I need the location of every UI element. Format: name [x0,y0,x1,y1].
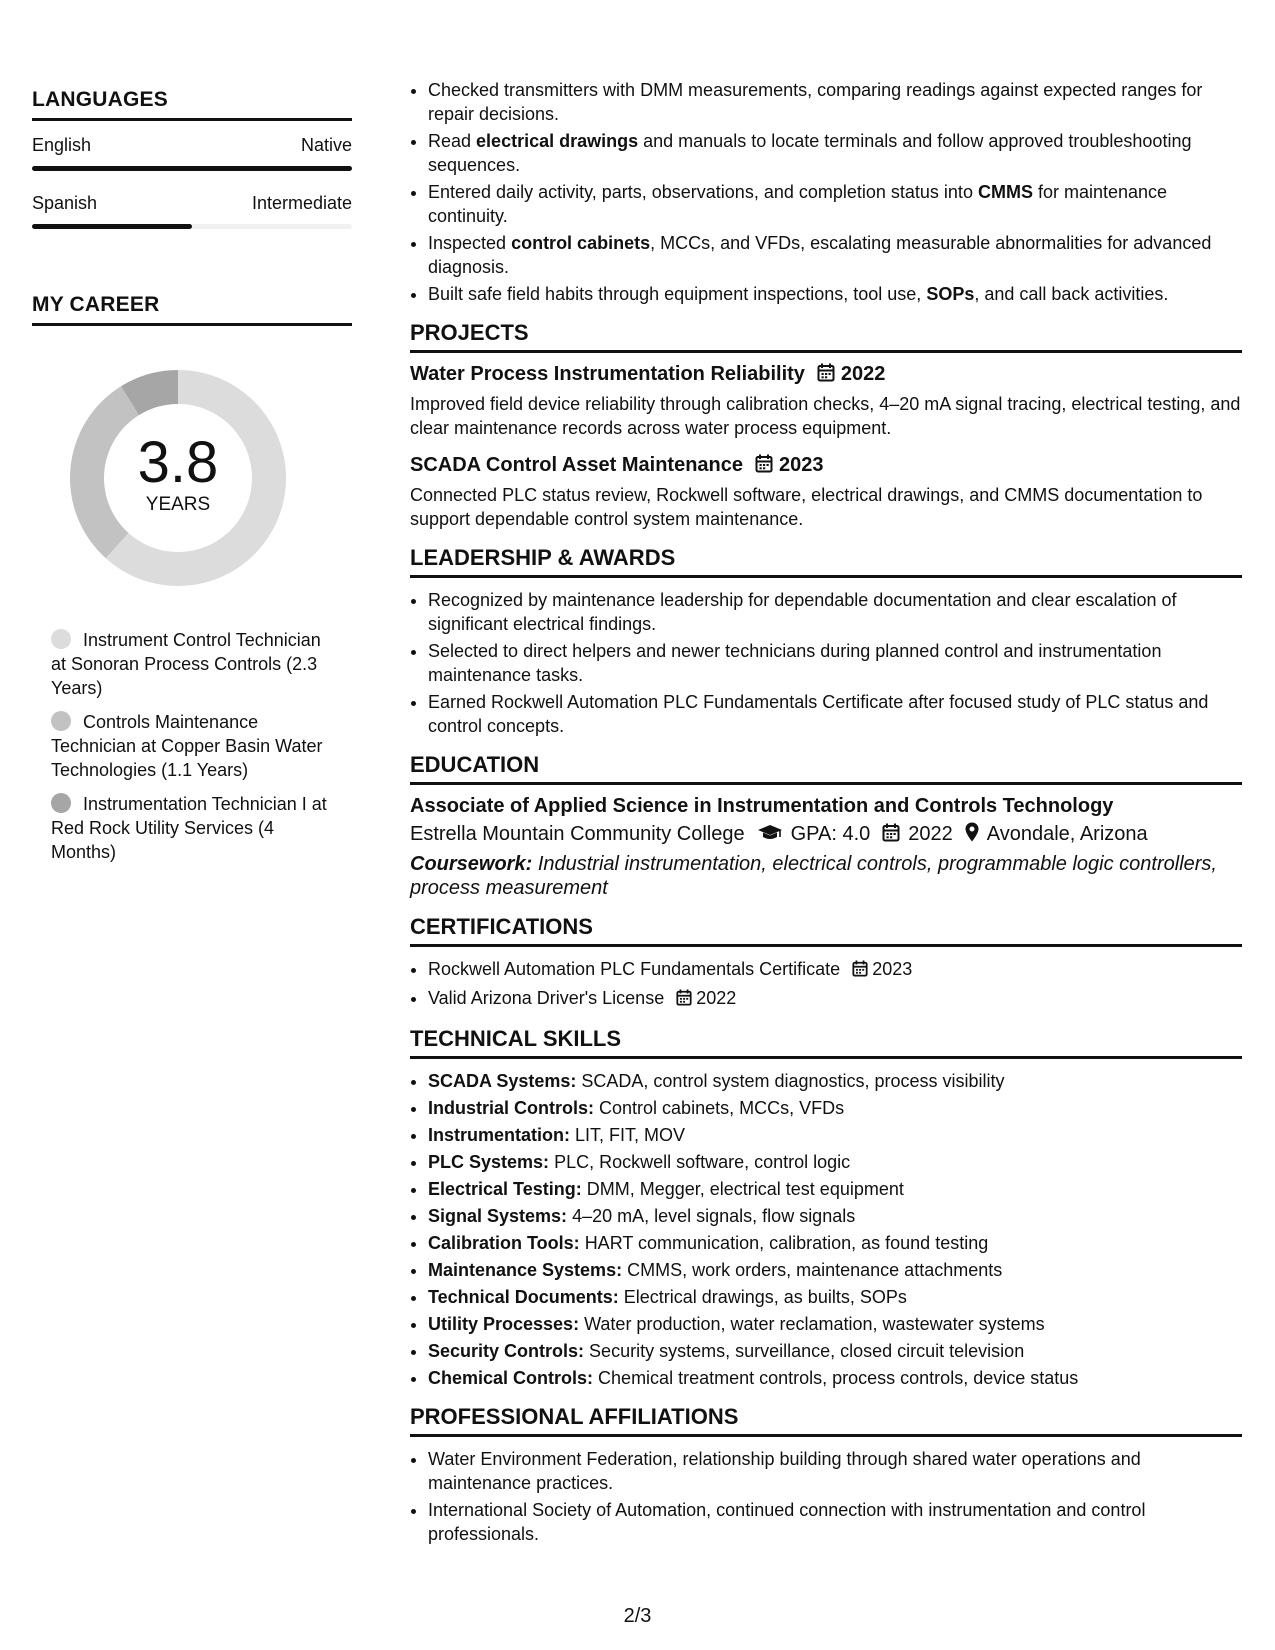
project-title: SCADA Control Asset Maintenance [410,454,744,476]
certification-item [428,986,1242,1012]
legend-dot-icon [51,629,71,649]
skill-item [428,1204,1242,1228]
leadership-section [410,545,1242,738]
project-title: Water Process Instrumentation Reliability [410,363,805,385]
education-degree: Associate of Applied Science in Instrumentation and Controls Technology [410,795,1114,817]
project-item [410,454,1242,531]
main-column [410,78,1242,1549]
experience-bullet [428,282,1242,306]
projects-section [410,320,1242,531]
location-pin-icon [965,822,979,848]
career-legend-item [51,628,333,700]
certifications-section [410,914,1242,1012]
skill-item [428,1258,1242,1282]
skill-values: Control cabinets, MCCs, VFDs [599,1098,845,1118]
skill-item [428,1096,1242,1120]
project-description: Improved field device reliability through calibration checks, 4–20 mA signal tracing, electrical testing, and clear maintenance records across water process equipment. [410,394,1241,438]
language-bar-fill [32,166,352,171]
skill-category: Instrumentation: [428,1125,570,1145]
certifications-list [410,957,1242,1012]
education-location: Avondale, Arizona [986,823,1148,845]
skill-item [428,1366,1242,1390]
career-legend [32,628,352,864]
project-title-row [410,363,1242,388]
bullet-bold-text: control cabinets [511,233,651,253]
skill-values: HART communication, calibration, as found testing [584,1233,989,1253]
skill-values: Chemical treatment controls, process controls, device status [598,1368,1079,1388]
skill-values: SCADA, control system diagnostics, process visibility [581,1071,1005,1091]
calendar-icon [817,363,835,388]
project-item [410,363,1242,440]
skill-values: Electrical drawings, as builts, SOPs [623,1287,907,1307]
education-school: Estrella Mountain Community College [410,823,745,845]
experience-bullet [428,231,1242,279]
calendar-icon [755,454,773,479]
education-details [410,822,1242,848]
affiliation-item: • International Society of Automation, continued connection with instrumentation and control professionals. [428,1498,1242,1546]
skill-values: CMMS, work orders, maintenance attachments [627,1260,1003,1280]
career-total-unit: YEARS [145,494,211,515]
skill-category: Maintenance Systems: [428,1260,623,1280]
graduation-cap-icon [757,824,783,848]
calendar-icon [676,988,692,1012]
language-item [32,135,352,171]
skill-category: Technical Documents: [428,1287,619,1307]
skill-category: Security Controls: [428,1341,585,1361]
skill-item [428,1285,1242,1309]
affiliations-list [410,1447,1242,1546]
project-year: 2023 [779,454,824,476]
language-bar [32,166,352,171]
leadership-list [410,588,1242,738]
certification-name: Rockwell Automation PLC Fundamentals Certificate [428,959,841,979]
skills-heading: TECHNICAL SKILLS [410,1026,1242,1059]
leadership-heading: LEADERSHIP & AWARDS [410,545,1242,578]
career-legend-label: Instrument Control Technician at Sonoran Process Controls (2.3 Years) [51,630,321,698]
page-number: 2/3 [623,1605,652,1627]
skill-item [428,1069,1242,1093]
skill-item [428,1150,1242,1174]
language-item [32,193,352,229]
skill-values: PLC, Rockwell software, control logic [554,1152,851,1172]
affiliations-heading: PROFESSIONAL AFFILIATIONS [410,1404,1242,1437]
languages-heading: LANGUAGES [32,88,352,121]
certification-item [428,957,1242,983]
bullet-bold-text: electrical drawings [476,131,639,151]
skill-values: 4–20 mA, level signals, flow signals [572,1206,856,1226]
skill-values: Water production, water reclamation, wastewater systems [584,1314,1045,1334]
education-coursework [410,852,1242,900]
certification-year: 2023 [872,959,913,979]
language-name: English [32,135,92,155]
skill-values: Security systems, surveillance, closed circuit television [589,1341,1025,1361]
experience-bullet [428,180,1242,228]
skill-item [428,1177,1242,1201]
project-title-row [410,454,1242,479]
skill-values: DMM, Megger, electrical test equipment [586,1179,904,1199]
skill-category: Electrical Testing: [428,1179,582,1199]
skill-category: Utility Processes: [428,1314,580,1334]
career-section [32,293,352,864]
project-year: 2022 [840,363,886,385]
skill-item [428,1231,1242,1255]
projects-heading: PROJECTS [410,320,1242,353]
bullet-text: for maintenance continuity. [428,182,1168,226]
language-bar [32,224,352,229]
career-donut-center [58,358,298,598]
bullet-text: Inspected [428,233,512,253]
project-description: Connected PLC status review, Rockwell software, electrical drawings, and CMMS documentation to support dependable control system maintenance. [410,485,1203,529]
certification-name: Valid Arizona Driver's License [428,988,665,1008]
bullet-text: and manuals to locate terminals and follow approved troubleshooting sequences. [428,131,1192,175]
career-total-value: 3.8 [137,430,219,495]
experience-bullet [428,78,1242,126]
education-gpa: GPA: 4.0 [790,823,871,845]
leadership-item: • Selected to direct helpers and newer technicians during planned control and instrumentation maintenance tasks. [428,639,1242,687]
career-legend-label: Controls Maintenance Technician at Copper Basin Water Technologies (1.1 Years) [51,712,323,780]
leadership-item: • Earned Rockwell Automation PLC Fundamentals Certificate after focused study of PLC status and control concepts. [428,690,1242,738]
affiliations-section [410,1404,1242,1546]
skill-category: Industrial Controls: [428,1098,594,1118]
language-bar-fill [32,224,192,229]
skill-item [428,1123,1242,1147]
bullet-text: , and call back activities. [974,284,1169,304]
skill-category: Chemical Controls: [428,1368,594,1388]
coursework-label: Coursework: [410,853,533,875]
bullet-text: Entered daily activity, parts, observations, and completion status into [428,182,978,202]
education-year: 2022 [908,823,953,845]
experience-bullets [410,78,1242,306]
career-legend-label: Instrumentation Technician I at Red Rock Utility Services (4 Months) [51,794,327,862]
bullet-bold-text: CMMS [977,182,1033,202]
coursework-text: Industrial instrumentation, electrical controls, programmable logic controllers, process measurement [410,853,1217,899]
language-name: Spanish [32,193,98,213]
skills-section [410,1026,1242,1390]
skill-item [428,1339,1242,1363]
experience-bullet [428,129,1242,177]
language-level: Intermediate [251,193,352,213]
leadership-item: • Recognized by maintenance leadership for dependable documentation and clear escalation of significant electrical findings. [428,588,1242,636]
bullet-text: Read [428,131,477,151]
certification-year: 2022 [696,988,737,1008]
bullet-bold-text: SOPs [926,284,975,304]
career-legend-item [51,710,333,782]
skill-category: Signal Systems: [428,1206,568,1226]
sidebar [32,88,352,874]
bullet-text: , MCCs, and VFDs, escalating measurable abnormalities for advanced diagnosis. [428,233,1212,277]
skill-values: LIT, FIT, MOV [575,1125,686,1145]
skill-category: PLC Systems: [428,1152,550,1172]
career-heading: MY CAREER [32,293,352,326]
legend-dot-icon [51,793,71,813]
bullet-text: Checked transmitters with DMM measurements, comparing readings against expected ranges for repair decisions. [428,80,1203,124]
calendar-icon [852,959,868,983]
legend-dot-icon [51,711,71,731]
affiliation-item: • Water Environment Federation, relationship building through shared water operations and maintenance practices. [428,1447,1242,1495]
languages-section [32,88,352,229]
calendar-icon [882,823,900,848]
education-section [410,752,1242,900]
skill-category: SCADA Systems: [428,1071,577,1091]
career-donut-chart [58,358,298,598]
skill-item [428,1312,1242,1336]
skill-category: Calibration Tools: [428,1233,580,1253]
certifications-heading: CERTIFICATIONS [410,914,1242,947]
bullet-text: Built safe field habits through equipment inspections, tool use, [428,284,927,304]
career-legend-item [51,792,333,864]
skills-list [410,1069,1242,1390]
language-level: Native [300,135,352,155]
education-heading: EDUCATION [410,752,1242,785]
